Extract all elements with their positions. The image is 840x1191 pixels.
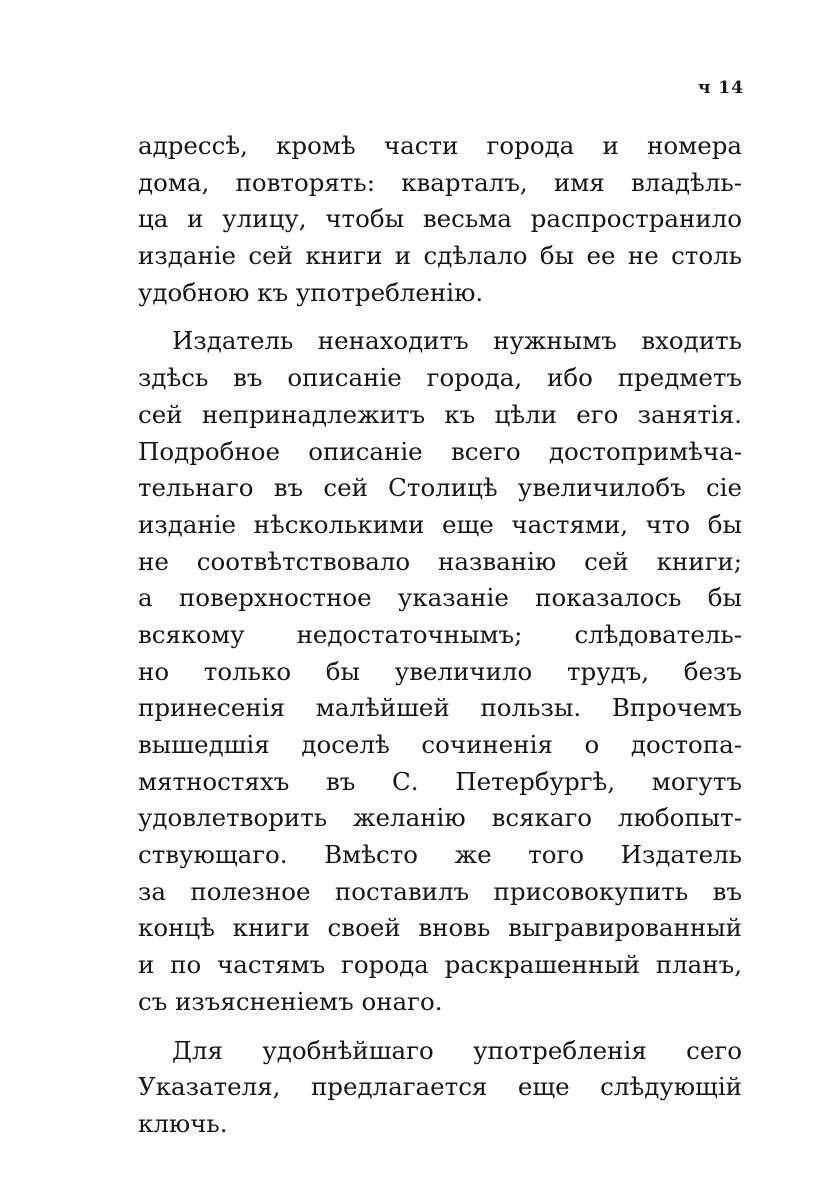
text-line: сей непринадлежитъ къ цѣли его занятія. <box>138 399 742 429</box>
text-line: ключь. <box>138 1108 228 1138</box>
text-line: Издатель ненаходитъ нужнымъ входить <box>172 326 742 356</box>
paragraph-1 <box>138 128 742 311</box>
text-line: удовлетворить желанію всякаго любопыт- <box>138 803 742 833</box>
text-line: изданіе сей книги и сдѣлало бы ее не столь <box>138 241 742 271</box>
text-line: изданіе нѣсколькими еще частями, что бы <box>138 509 742 539</box>
text-line: принесенія малѣйшей пользы. Впрочемъ <box>138 693 742 723</box>
paragraph-2 <box>138 323 742 1020</box>
text-line: за полезное поставилъ присовокупить въ <box>138 876 742 906</box>
text-line: ствующаго. Вмѣсто же того Издатель <box>138 840 742 870</box>
text-line: мятностяхъ въ С. Петербургѣ, могутъ <box>138 766 742 796</box>
text-line: не соотвѣтствовало названію сей книги; <box>138 546 742 576</box>
text-line: Подробное описаніе всего достопримѣча- <box>138 436 742 466</box>
text-line: Указателя, предлагается еще слѣдующій <box>138 1072 742 1102</box>
text-line: Для удобнѣйшаго употребленія сего <box>172 1035 742 1065</box>
text-line: ца и улицу, чтобы весьма распространило <box>138 204 742 234</box>
text-line: концѣ книги своей вновь выгравированный <box>138 913 742 943</box>
page-text <box>138 128 742 1143</box>
text-line: а поверхностное указаніе показалось бы <box>138 583 742 613</box>
text-line: удобною къ употребленію. <box>138 277 484 307</box>
text-line: всякому недостаточнымъ; слѣдователь- <box>138 619 742 649</box>
page-number: ч 14 <box>698 78 745 98</box>
text-line: вышедшія доселѣ сочиненія о достопа- <box>138 730 742 759</box>
text-line: здѣсь въ описаніе города, ибо предметъ <box>138 363 742 393</box>
text-line: но только бы увеличило трудъ, безъ <box>138 656 742 686</box>
text-line: съ изъясненіемъ онаго. <box>138 986 443 1016</box>
text-line: адрессѣ, кромѣ части города и номера <box>138 131 742 160</box>
text-line: дома, повторять: кварталъ, имя владѣль- <box>138 167 742 197</box>
paragraph-3 <box>138 1033 742 1143</box>
text-line: тельнаго въ сей Столицѣ увеличилобъ сіе <box>138 473 742 503</box>
text-line: и по частямъ города раскрашенный планъ, <box>138 950 742 980</box>
